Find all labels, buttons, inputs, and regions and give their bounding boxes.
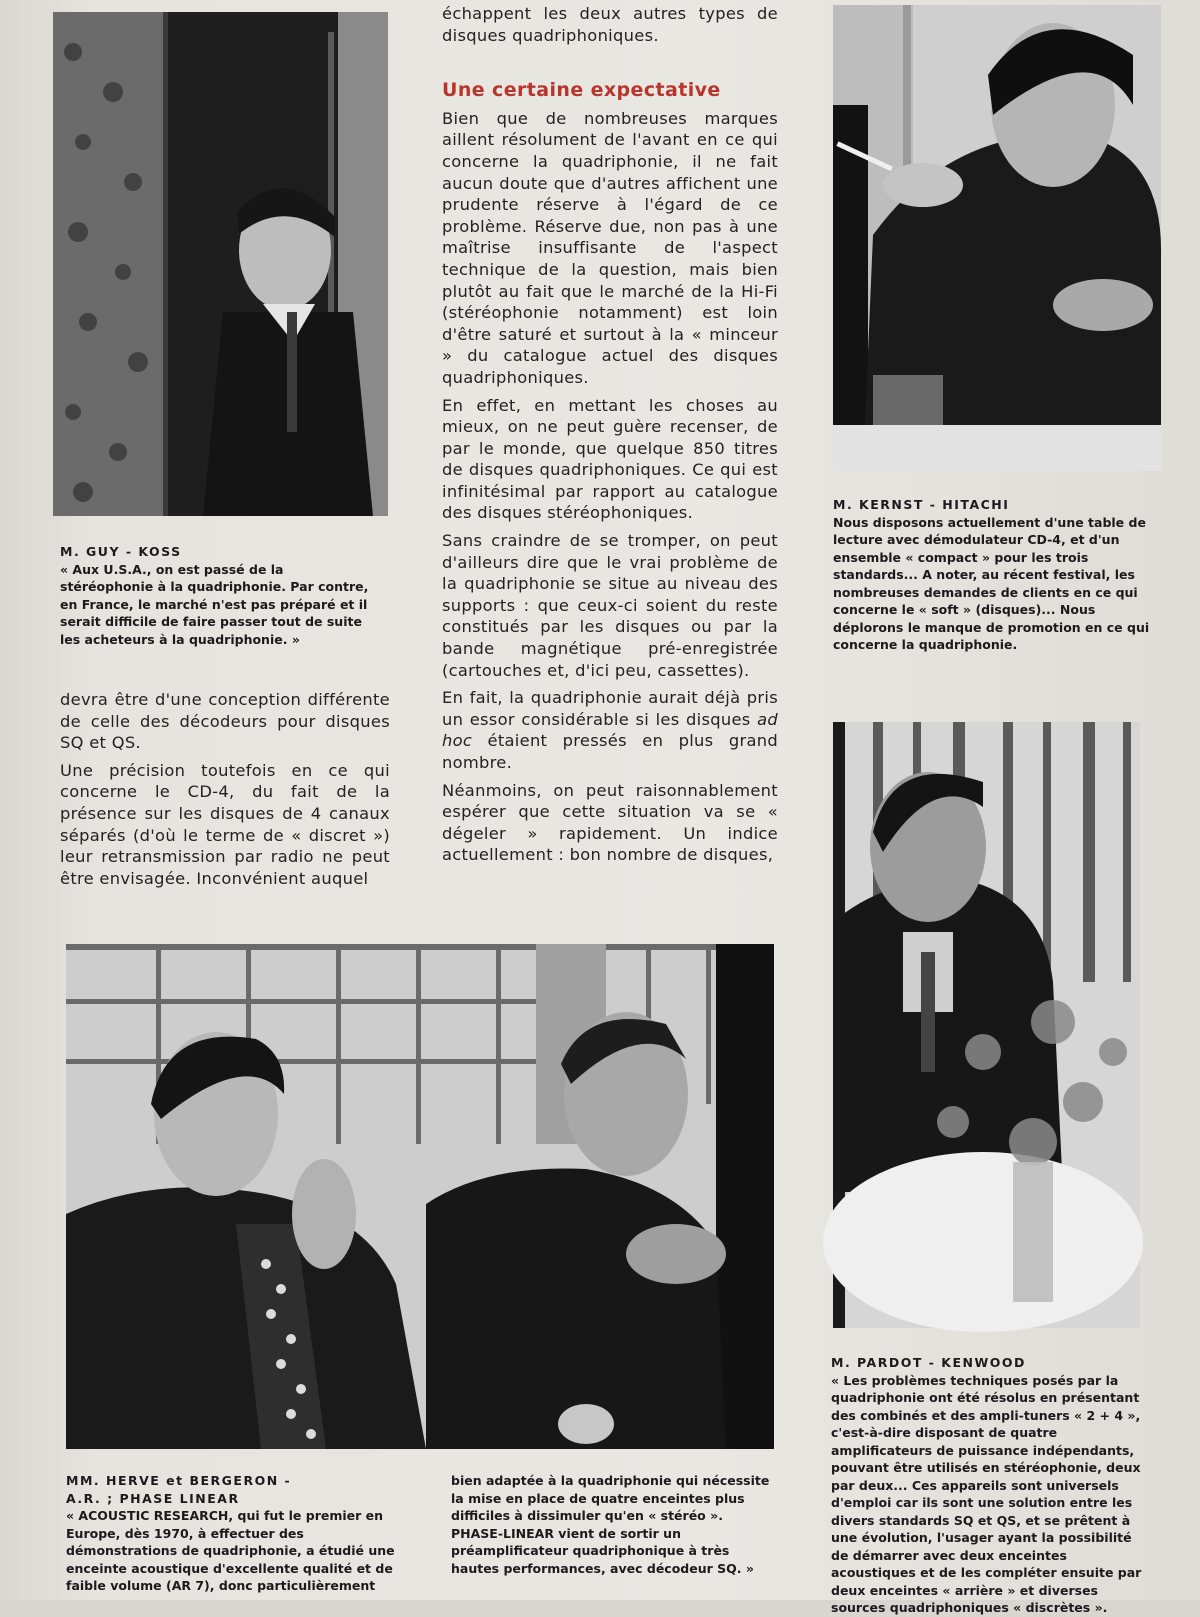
caption-ar-quote-continued: bien adaptée à la quadriphonie qui nécessite la mise en place de quatre enceintes plus difficiles à dissimuler qu'en « stéréo ». PHASE-LINEAR vient de sortir un préamplificateur quadriphonique à très hautes performances, avec décodeur SQ. » — [451, 1473, 770, 1576]
caption-ar — [66, 1472, 406, 1595]
left-paragraph: Une précision toutefois en ce qui concerne le CD-4, du fait de la présence sur les disques de 4 canaux séparés (d'où le terme de « discret ») leur retransmission par radio ne peut être envisagée. Inconvénient auquel — [60, 760, 390, 888]
caption-ar-company: A.R. ; PHASE LINEAR — [66, 1490, 240, 1506]
center-paragraph: En effet, en mettant les choses au mieux, on ne peut guère recenser, de par le monde, que quelque 850 titres de disques quadriphoniques. Ce qui est infinitésimal par rapport au catalogue des disques stéréophoniques. — [442, 395, 778, 523]
caption-koss-name: M. GUY - KOSS — [60, 544, 182, 559]
center-paragraph: Sans craindre de se tromper, on peut d'ailleurs dire que le vrai problème de la quadriphonie se situe au niveau des supports : que ceux-ci soient du reste constitués par les disques ou par la bande magnétique pré-enregistrée (cartouches et, d'ici peu, cassettes). — [442, 531, 778, 680]
caption-ar-quote: « ACOUSTIC RESEARCH, qui fut le premier en Europe, dès 1970, à effectuer des démonstrations de quadriphonie, a étudié une enceinte acoustique d'excellente qualité et de faible volume (AR 7), donc particulièrement — [66, 1508, 395, 1593]
top-continuation: échappent les deux autres types de disques quadriphoniques. — [442, 4, 778, 45]
caption-kenwood-name: M. PARDOT - KENWOOD — [831, 1355, 1026, 1370]
caption-ar-name: MM. HERVE et BERGERON - — [66, 1473, 292, 1488]
left-paragraph: devra être d'une conception différente de celle des décodeurs pour disques SQ et QS. — [60, 690, 390, 753]
caption-kenwood-quote: « Les problèmes techniques posés par la quadriphonie ont été résolus en présentant des combinés et des ampli-tuners « 2 + 4 », c'est-à-dire disposant de quatre amplificateurs de puissance indépendants, pouvant être utilisés en stéréophonie, deux par deux... Ces appareils sont universels d'emploi car ils sont une solution entre les divers standards SQ et QS, et se prêtent à une évolution, l'usager ayant la possibilité de démarrer avec deux enceintes acoustiques et de les compléter ensuite par deux enceintes « arrière » et diverses sources quadriphoniques « discrètes ». — [831, 1372, 1142, 1615]
photo-kenwood — [833, 722, 1140, 1328]
ad-hoc-italic: ad hoc — [442, 709, 778, 751]
left-column — [60, 689, 390, 895]
caption-ar-continued — [451, 1472, 771, 1577]
caption-hitachi — [833, 496, 1153, 654]
photo-ar — [66, 944, 774, 1449]
photo-hitachi — [833, 5, 1161, 471]
center-paragraph: Néanmoins, on peut raisonnablement espérer que cette situation va se « dégeler » rapidement. Un indice actuellement : bon nombre de disques, — [442, 780, 778, 865]
caption-hitachi-name: M. KERNST - HITACHI — [833, 497, 1010, 512]
photo-koss — [53, 12, 388, 516]
center-paragraph: Bien que de nombreuses marques aillent résolument de l'avant en ce qui concerne la quadriphonie, il ne fait aucun doute que d'autres affichent une prudente réserve à l'égard de ce problème. Réserve due, non pas à une maîtrise insuffisante de l'aspect technique de la question, mais bien plutôt au fait que le marché de la Hi-Fi (stéréophonie notamment) est loin d'être saturé et surtout à la « minceur » du catalogue actuel des disques quadriphoniques. — [442, 108, 778, 387]
caption-kenwood — [831, 1354, 1151, 1617]
caption-koss — [60, 543, 380, 648]
section-heading: Une certaine expectative — [442, 79, 721, 102]
center-column — [442, 3, 778, 872]
caption-koss-quote: « Aux U.S.A., on est passé de la stéréophonie à la quadriphonie. Par contre, en France, le marché n'est pas préparé et il serait difficile de faire passer tout de suite les acheteurs à la quadriphonie. » — [60, 561, 369, 647]
center-paragraph-adhoc: En fait, la quadriphonie aurait déjà pris un essor considérable si les disques ad hoc étaient pressés en plus grand nombre. — [442, 688, 778, 772]
caption-hitachi-quote: Nous disposons actuellement d'une table de lecture avec démodulateur CD-4, et d'un ensemble « compact » pour les trois standards... A noter, au récent festival, les nombreuses demandes de clients en ce qui concerne le « soft » (disques)... Nous déplorons le manque de promotion en ce qui concerne la quadriphonie. — [833, 514, 1150, 652]
